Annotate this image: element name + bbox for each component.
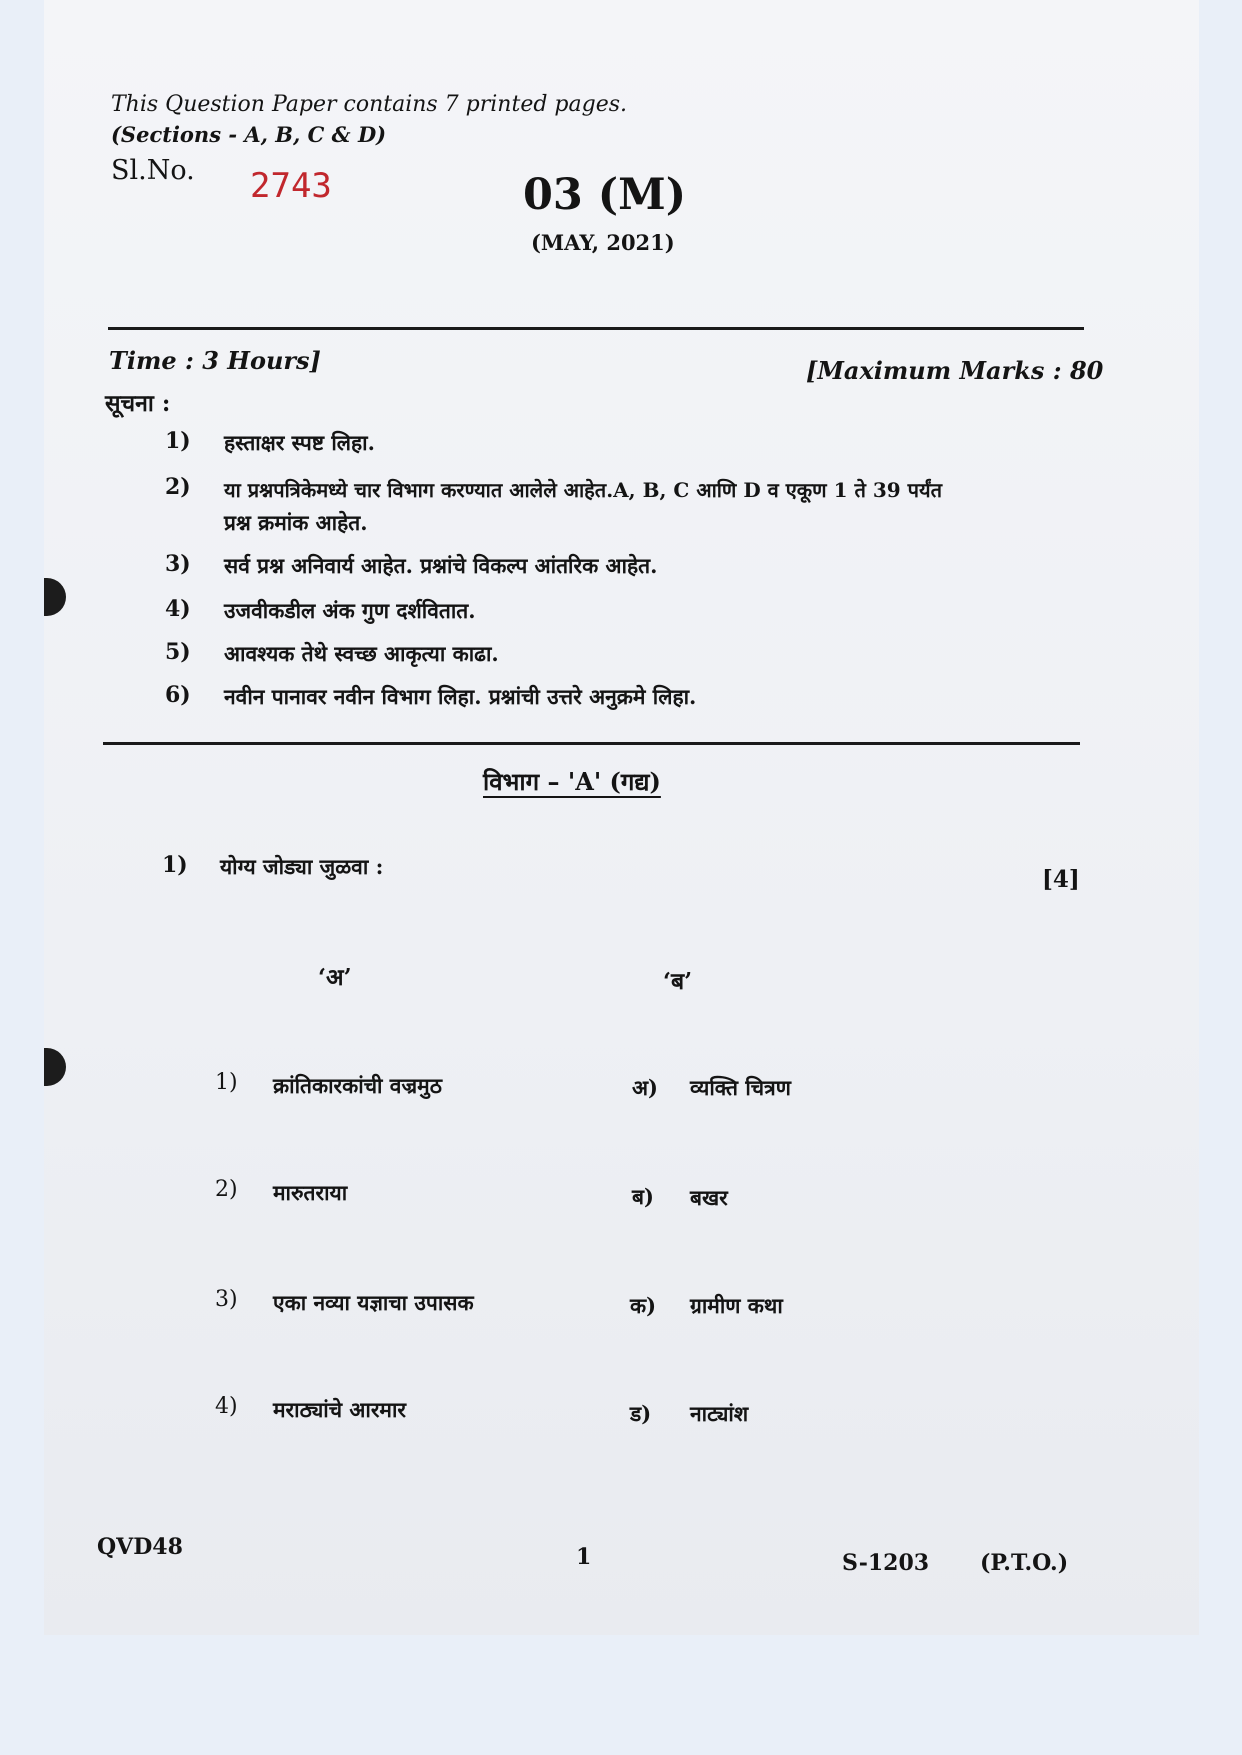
column-b-heading: ‘ब’ (663, 968, 693, 995)
match-b-number: क) (630, 1293, 657, 1318)
exam-date: (MAY, 2021) (531, 230, 675, 255)
match-b-number: ड) (630, 1401, 652, 1426)
match-a-text: एका नव्या यज्ञाचा उपासक (273, 1290, 474, 1315)
divider (103, 742, 1080, 745)
match-a-number: 4) (215, 1394, 238, 1419)
please-turn-over: (P.T.O.) (980, 1550, 1069, 1576)
instruction-number: 1) (165, 428, 191, 454)
divider (108, 327, 1084, 330)
instruction-number: 6) (165, 682, 191, 708)
maximum-marks: [Maximum Marks : 80 (806, 356, 1104, 385)
instruction-text: आवश्यक तेथे स्वच्छ आकृत्या काढा. (224, 641, 499, 666)
pages-note: This Question Paper contains 7 printed pages. (111, 92, 628, 117)
match-b-number: अ) (632, 1075, 658, 1100)
instruction-number: 4) (165, 596, 191, 622)
section-a-title: विभाग – 'A' (गद्य) (483, 767, 661, 796)
question-number: 1) (162, 852, 188, 878)
question-marks: [4] (1042, 866, 1080, 893)
sections-note: (Sections - A, B, C & D) (111, 122, 387, 147)
match-a-text: क्रांतिकारकांची वज्रमुठ (273, 1073, 442, 1098)
match-b-number: ब) (632, 1184, 654, 1209)
punch-hole-mark (44, 578, 66, 616)
punch-hole-mark (44, 1048, 66, 1086)
match-b-text: बखर (690, 1185, 728, 1210)
instruction-text: सर्व प्रश्न अनिवार्य आहेत. प्रश्नांचे विकल्प आंतरिक आहेत. (224, 553, 658, 578)
paper-code: 03 (M) (523, 170, 687, 220)
match-a-number: 3) (215, 1287, 238, 1312)
instruction-text: हस्ताक्षर स्पष्ट लिहा. (224, 430, 375, 455)
match-b-text: नाट्यांश (690, 1401, 749, 1426)
question-text: योग्य जोड्या जुळवा : (220, 854, 384, 879)
instruction-number: 3) (165, 551, 191, 577)
instruction-text: नवीन पानावर नवीन विभाग लिहा. प्रश्नांची उत्तरे अनुक्रमे लिहा. (224, 684, 697, 709)
serial-number: 2743 (250, 166, 332, 206)
match-b-text: ग्रामीण कथा (690, 1293, 783, 1318)
instruction-text: उजवीकडील अंक गुण दर्शवितात. (224, 598, 476, 623)
match-a-number: 1) (215, 1070, 238, 1095)
paper-id-code: QVD48 (97, 1534, 183, 1560)
instruction-number: 5) (165, 639, 191, 665)
instruction-text: या प्रश्नपत्रिकेमध्ये चार विभाग करण्यात आलेले आहेत.A, B, C आणि D व एकूण 1 ते 39 पर्यंत (224, 478, 942, 502)
series-code: S-1203 (842, 1550, 930, 1576)
match-b-text: व्यक्ति चित्रण (690, 1075, 791, 1100)
time-allowed: Time : 3 Hours] (109, 346, 321, 375)
column-a-heading: ‘अ’ (318, 964, 352, 991)
instructions-heading: सूचना : (105, 390, 171, 417)
instruction-text-continued: प्रश्न क्रमांक आहेत. (224, 510, 368, 535)
match-a-text: मारुतराया (273, 1180, 348, 1205)
page-number: 1 (576, 1544, 592, 1570)
match-a-text: मराठ्यांचे आरमार (273, 1397, 407, 1422)
match-a-number: 2) (215, 1177, 238, 1202)
instruction-number: 2) (165, 474, 191, 500)
serial-label: Sl.No. (111, 155, 195, 186)
